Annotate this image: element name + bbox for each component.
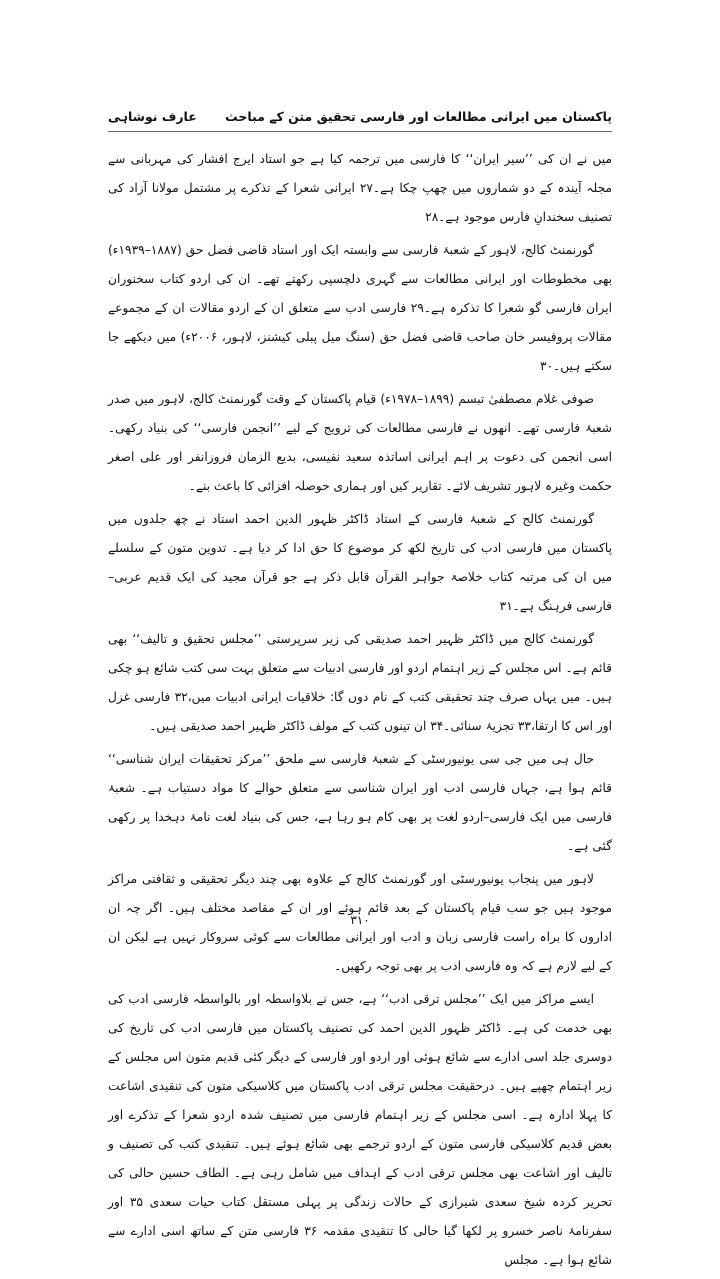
- paragraph: لاہور میں پنجاب یونیورسٹی اور گورنمنٹ کالج کے علاوہ بھی چند دیگر تحقیقی و ثقافتی مراکز موجود ہیں جو سب قیام پاکستان کے بعد قائم ہوئے اور ان کے مقاصد مختلف ہیں۔ اگر چہ ان اداروں کا براہ راست فارسی زبان و ادب اور ایرانی مطالعات سے کوئی سروکار نہیں ہے لیکن ان کے لیے لازم ہے کہ وہ فارسی ادب پر بھی توجہ رکھیں۔: [108, 872, 612, 973]
- page-number: ۳۱۰: [350, 913, 370, 927]
- paragraph: گورنمنٹ کالج، لاہور کے شعبۂ فارسی سے وابستہ ایک اور استاد قاضی فضل حق (۱۸۸۷–۱۹۳۹ء) بھی مخطوطات اور ایرانی مطالعات سے گہری دلچسپی رکھتے تھے۔ ان کی اردو کتاب سخنوران ایران فارسی گو شعرا کا تذکرہ ہے۔۲۹ فارسی ادب سے متعلق ان کے اردو مقالات ان کے مجموعے مقالات پروفیسر خان صاحب قاضی فضل حق (سنگ میل پبلی کیشنز، لاہور، ۲۰۰۶ء) میں دیکھے جا سکتے ہیں۔۳۰: [108, 243, 612, 373]
- paragraph: گورنمنٹ کالج کے شعبۂ فارسی کے استاد ڈاکٹر ظہور الدین احمد استاد نے چھ جلدوں میں پاکستان میں فارسی ادب کی تاریخ لکھ کر موضوع کا حق ادا کر دیا ہے۔ تدوین متون کے سلسلے میں ان کی مرتبہ کتاب خلاصۃ جواہر القرآن قابل ذکر ہے جو قرآن مجید کی ایک قدیم عربی–فارسی فرہنگ ہے۔۳۱: [108, 512, 612, 613]
- header-author: عارف نوشاہی: [108, 108, 197, 124]
- body-text: [108, 145, 612, 1279]
- paragraph: میں نے ان کی ’’سیر ایران‘‘ کا فارسی میں ترجمہ کیا ہے جو استاد ایرج افشار کی مہربانی سے مجلہ آیندہ کے دو شماروں میں چھپ چکا ہے۔۲۷ ایرانی شعرا کے تذکرے پر مشتمل مولانا آزاد کی تصنیف سخندانِ فارس موجود ہے۔۲۸: [108, 152, 612, 224]
- running-header: [108, 104, 612, 128]
- paragraph: ایسے مراکز میں ایک ’’مجلس ترقی ادب‘‘ ہے، جس نے بلاواسطہ اور بالواسطہ فارسی ادب کی بھی خدمت کی ہے۔ ڈاکٹر ظہور الدین احمد کی تصنیف پاکستان میں فارسی ادب کی تاریخ کی دوسری جلد اسی ادارے سے شائع ہوئی اور اردو اور فارسی کے دیگر کئی قدیم متون اس مجلس کے زیر اہتمام چھپے ہیں۔ درحقیقت مجلس ترقی ادب پاکستان میں کلاسیکی متون کی تنقیدی اشاعت کا پہلا ادارہ ہے۔ اسی مجلس کے زیر اہتمام فارسی میں تصنیف شدہ اردو شعرا کے تذکرے اور بعض قدیم کلاسیکی فارسی متون کے اردو ترجمے بھی شائع ہوئے ہیں۔ تنقیدی کتب کی تصنیف و تالیف اور اشاعت بھی مجلس ترقی ادب کے اہداف میں شامل رہی ہے۔ الطاف حسین حالی کی تحریر کردہ شیخ سعدی شیرازی کے حالات زندگی پر پہلی مستقل کتاب حیات سعدی ۳۵ اور سفرنامۂ ناصر خسرو پر لکھا گیا حالی کا تنقیدی مقدمہ ۳۶ فارسی متن کے ساتھ اسی ادارے سے شائع ہوا ہے۔ مجلس: [108, 992, 613, 1267]
- header-title: پاکستان میں ایرانی مطالعات اور فارسی تحقیق متن کے مباحث: [225, 108, 612, 124]
- header-rule: [108, 131, 612, 132]
- paragraph: گورنمنٹ کالج میں ڈاکٹر ظہیر احمد صدیقی کی زیر سرپرستی ’’مجلس تحقیق و تالیف‘‘ بھی قائم ہے۔ اس مجلس کے زیر اہتمام اردو اور فارسی ادبیات سے متعلق بہت سی کتب شائع ہو چکی ہیں۔ میں یہاں صرف چند تحقیقی کتب کے نام دوں گا: خلاقیات ایرانی ادبیات میں،۳۲ فارسی غزل اور اس کا ارتقا،۳۳ تجزیۂ سنائی۔۳۴ ان تینوں کتب کے مولف ڈاکٹر ظہیر احمد صدیقی ہیں۔: [108, 632, 612, 733]
- paragraph: حال ہی میں جی سی یونیورسٹی کے شعبۂ فارسی سے ملحق ’’مرکز تحقیقات ایران شناسی‘‘ قائم ہوا ہے، جہاں فارسی ادب اور ایران شناسی سے متعلق حوالے کا مواد دستیاب ہے۔ شعبۂ فارسی میں ایک فارسی–اردو لغت پر بھی کام ہو رہا ہے، جس کی بنیاد لغت نامۂ دہخدا پر رکھی گئی ہے۔: [108, 752, 612, 853]
- paragraph: صوفی غلام مصطفیٰ تبسم (۱۸۹۹–۱۹۷۸ء) قیام پاکستان کے وقت گورنمنٹ کالج، لاہور میں صدر شعبۂ فارسی تھے۔ انھوں نے فارسی مطالعات کی ترویج کے لیے ’’انجمن فارسی‘‘ کی بنیاد رکھی۔ اسی انجمن کی دعوت پر اہم ایرانی اساتذہ سعید نفیسی، بدیع الزمان فروزانفر اور علی اصغر حکمت وغیرہ لاہور تشریف لائے۔ تقاریر کیں اور ہماری حوصلہ افزائی کا باعث بنے۔: [108, 392, 612, 493]
